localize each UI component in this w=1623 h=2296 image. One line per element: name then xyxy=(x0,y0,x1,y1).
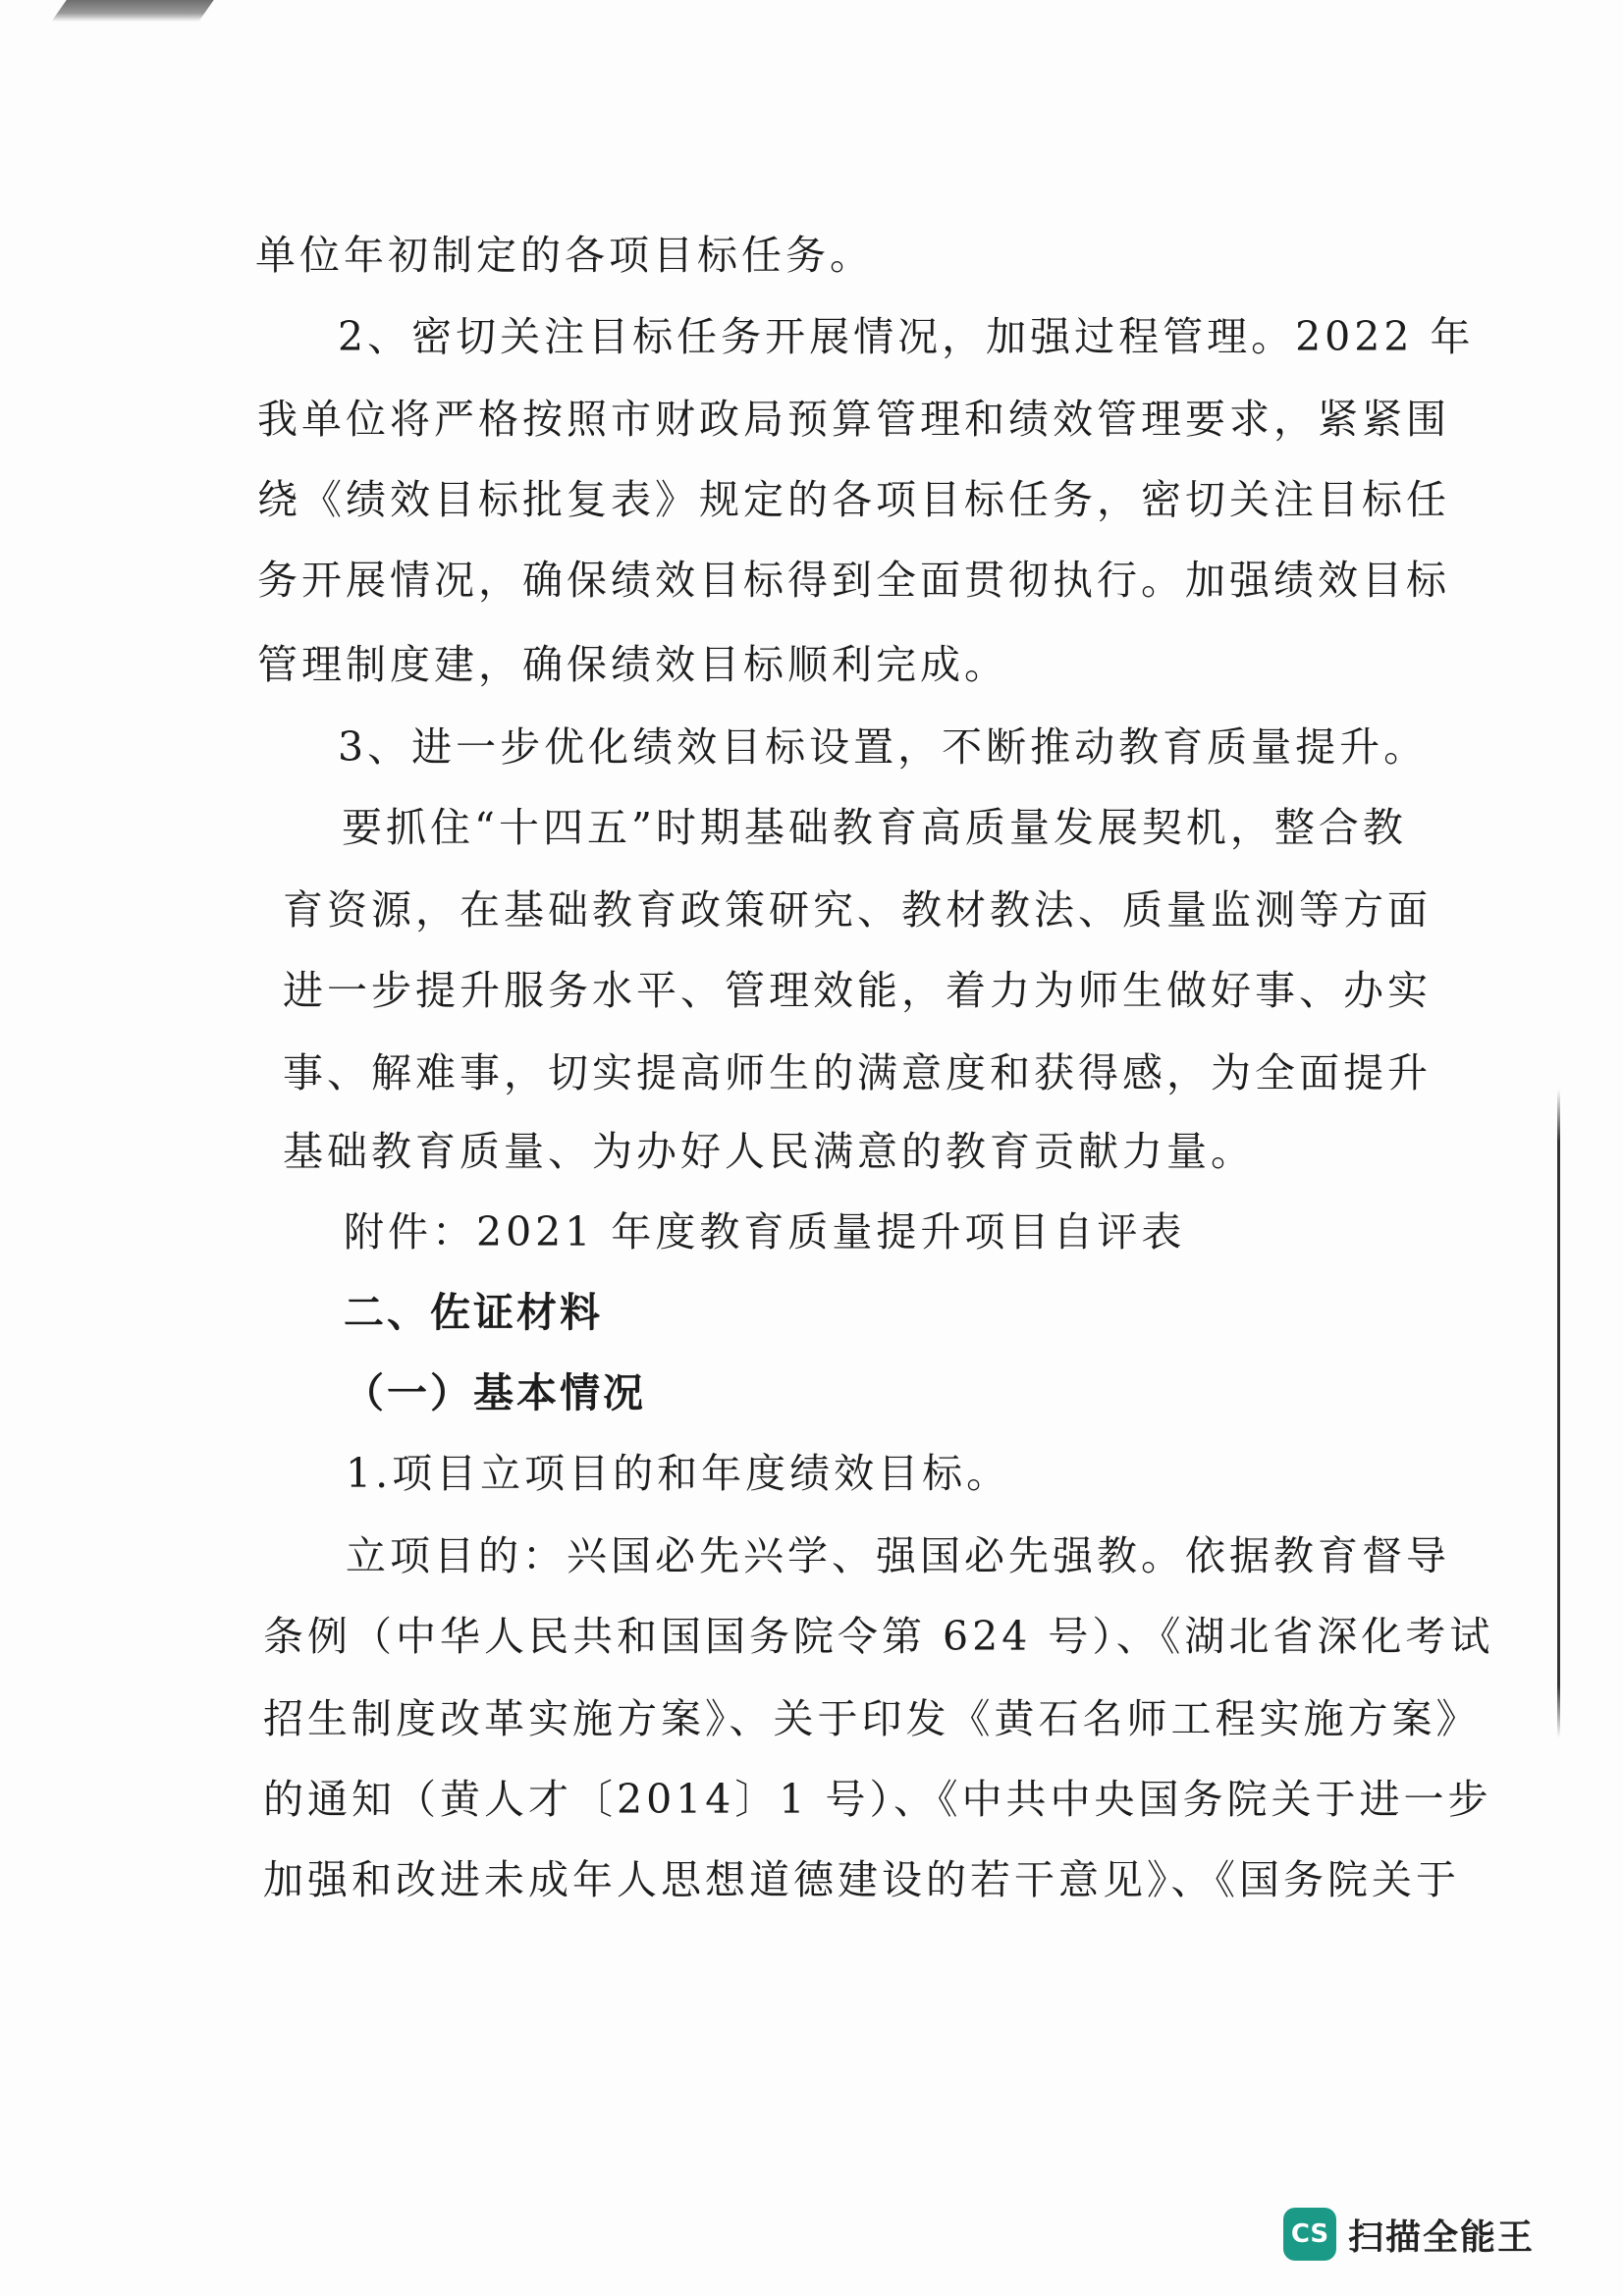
text-line: 2、密切关注目标任务开展情况，加强过程管理。2022 年 xyxy=(338,313,1475,360)
text-line: 我单位将严格按照市财政局预算管理和绩效管理要求，紧紧围 xyxy=(257,396,1450,443)
text-line: 育资源，在基础教育政策研究、教材教法、质量监测等方面 xyxy=(283,886,1432,934)
text-line: 3、进一步优化绩效目标设置，不断推动教育质量提升。 xyxy=(338,723,1429,771)
text-line: 立项目的：兴国必先兴学、强国必先强教。依据教育督导 xyxy=(346,1532,1450,1579)
text-line: 务开展情况，确保绩效目标得到全面贯彻执行。加强绩效目标 xyxy=(257,557,1450,604)
scan-corner-shadow xyxy=(51,0,213,22)
scanner-watermark xyxy=(1283,2208,1535,2261)
scanner-app-name: 扫描全能王 xyxy=(1347,2216,1535,2258)
text-line: 基础教育质量、为办好人民满意的教育贡献力量。 xyxy=(283,1128,1255,1175)
text-line: 管理制度建，确保绩效目标顺利完成。 xyxy=(257,641,1008,688)
text-line: 的通知（黄人才〔2014〕1 号）、《中共中央国务院关于进一步 xyxy=(263,1776,1492,1823)
section-heading: 二、佐证材料 xyxy=(344,1289,603,1336)
text-line: 单位年初制定的各项目标任务。 xyxy=(255,232,874,279)
text-line: 加强和改进未成年人思想道德建设的若干意见》、《国务院关于 xyxy=(263,1856,1460,1903)
text-line: 事、解难事，切实提高师生的满意度和获得感，为全面提升 xyxy=(283,1049,1432,1096)
scan-edge-line xyxy=(1557,1090,1560,1737)
subsection-heading: （一）基本情况 xyxy=(344,1369,646,1416)
text-line: 绕《绩效目标批复表》规定的各项目标任务，密切关注目标任 xyxy=(257,476,1450,523)
text-line: 招生制度改革实施方案》、关于印发《黄石名师工程实施方案》 xyxy=(263,1695,1481,1742)
text-line: 要抓住“十四五”时期基础教育高质量发展契机，整合教 xyxy=(342,804,1407,851)
text-line: 条例（中华人民共和国国务院令第 624 号）、《湖北省深化考试 xyxy=(263,1613,1494,1660)
attachment-line: 附件：2021 年度教育质量提升项目自评表 xyxy=(344,1208,1186,1255)
camscanner-logo-icon: CS xyxy=(1283,2208,1336,2261)
text-line: 1.项目立项目的和年度绩效目标。 xyxy=(346,1450,1011,1497)
text-line: 进一步提升服务水平、管理效能，着力为师生做好事、办实 xyxy=(283,967,1432,1014)
